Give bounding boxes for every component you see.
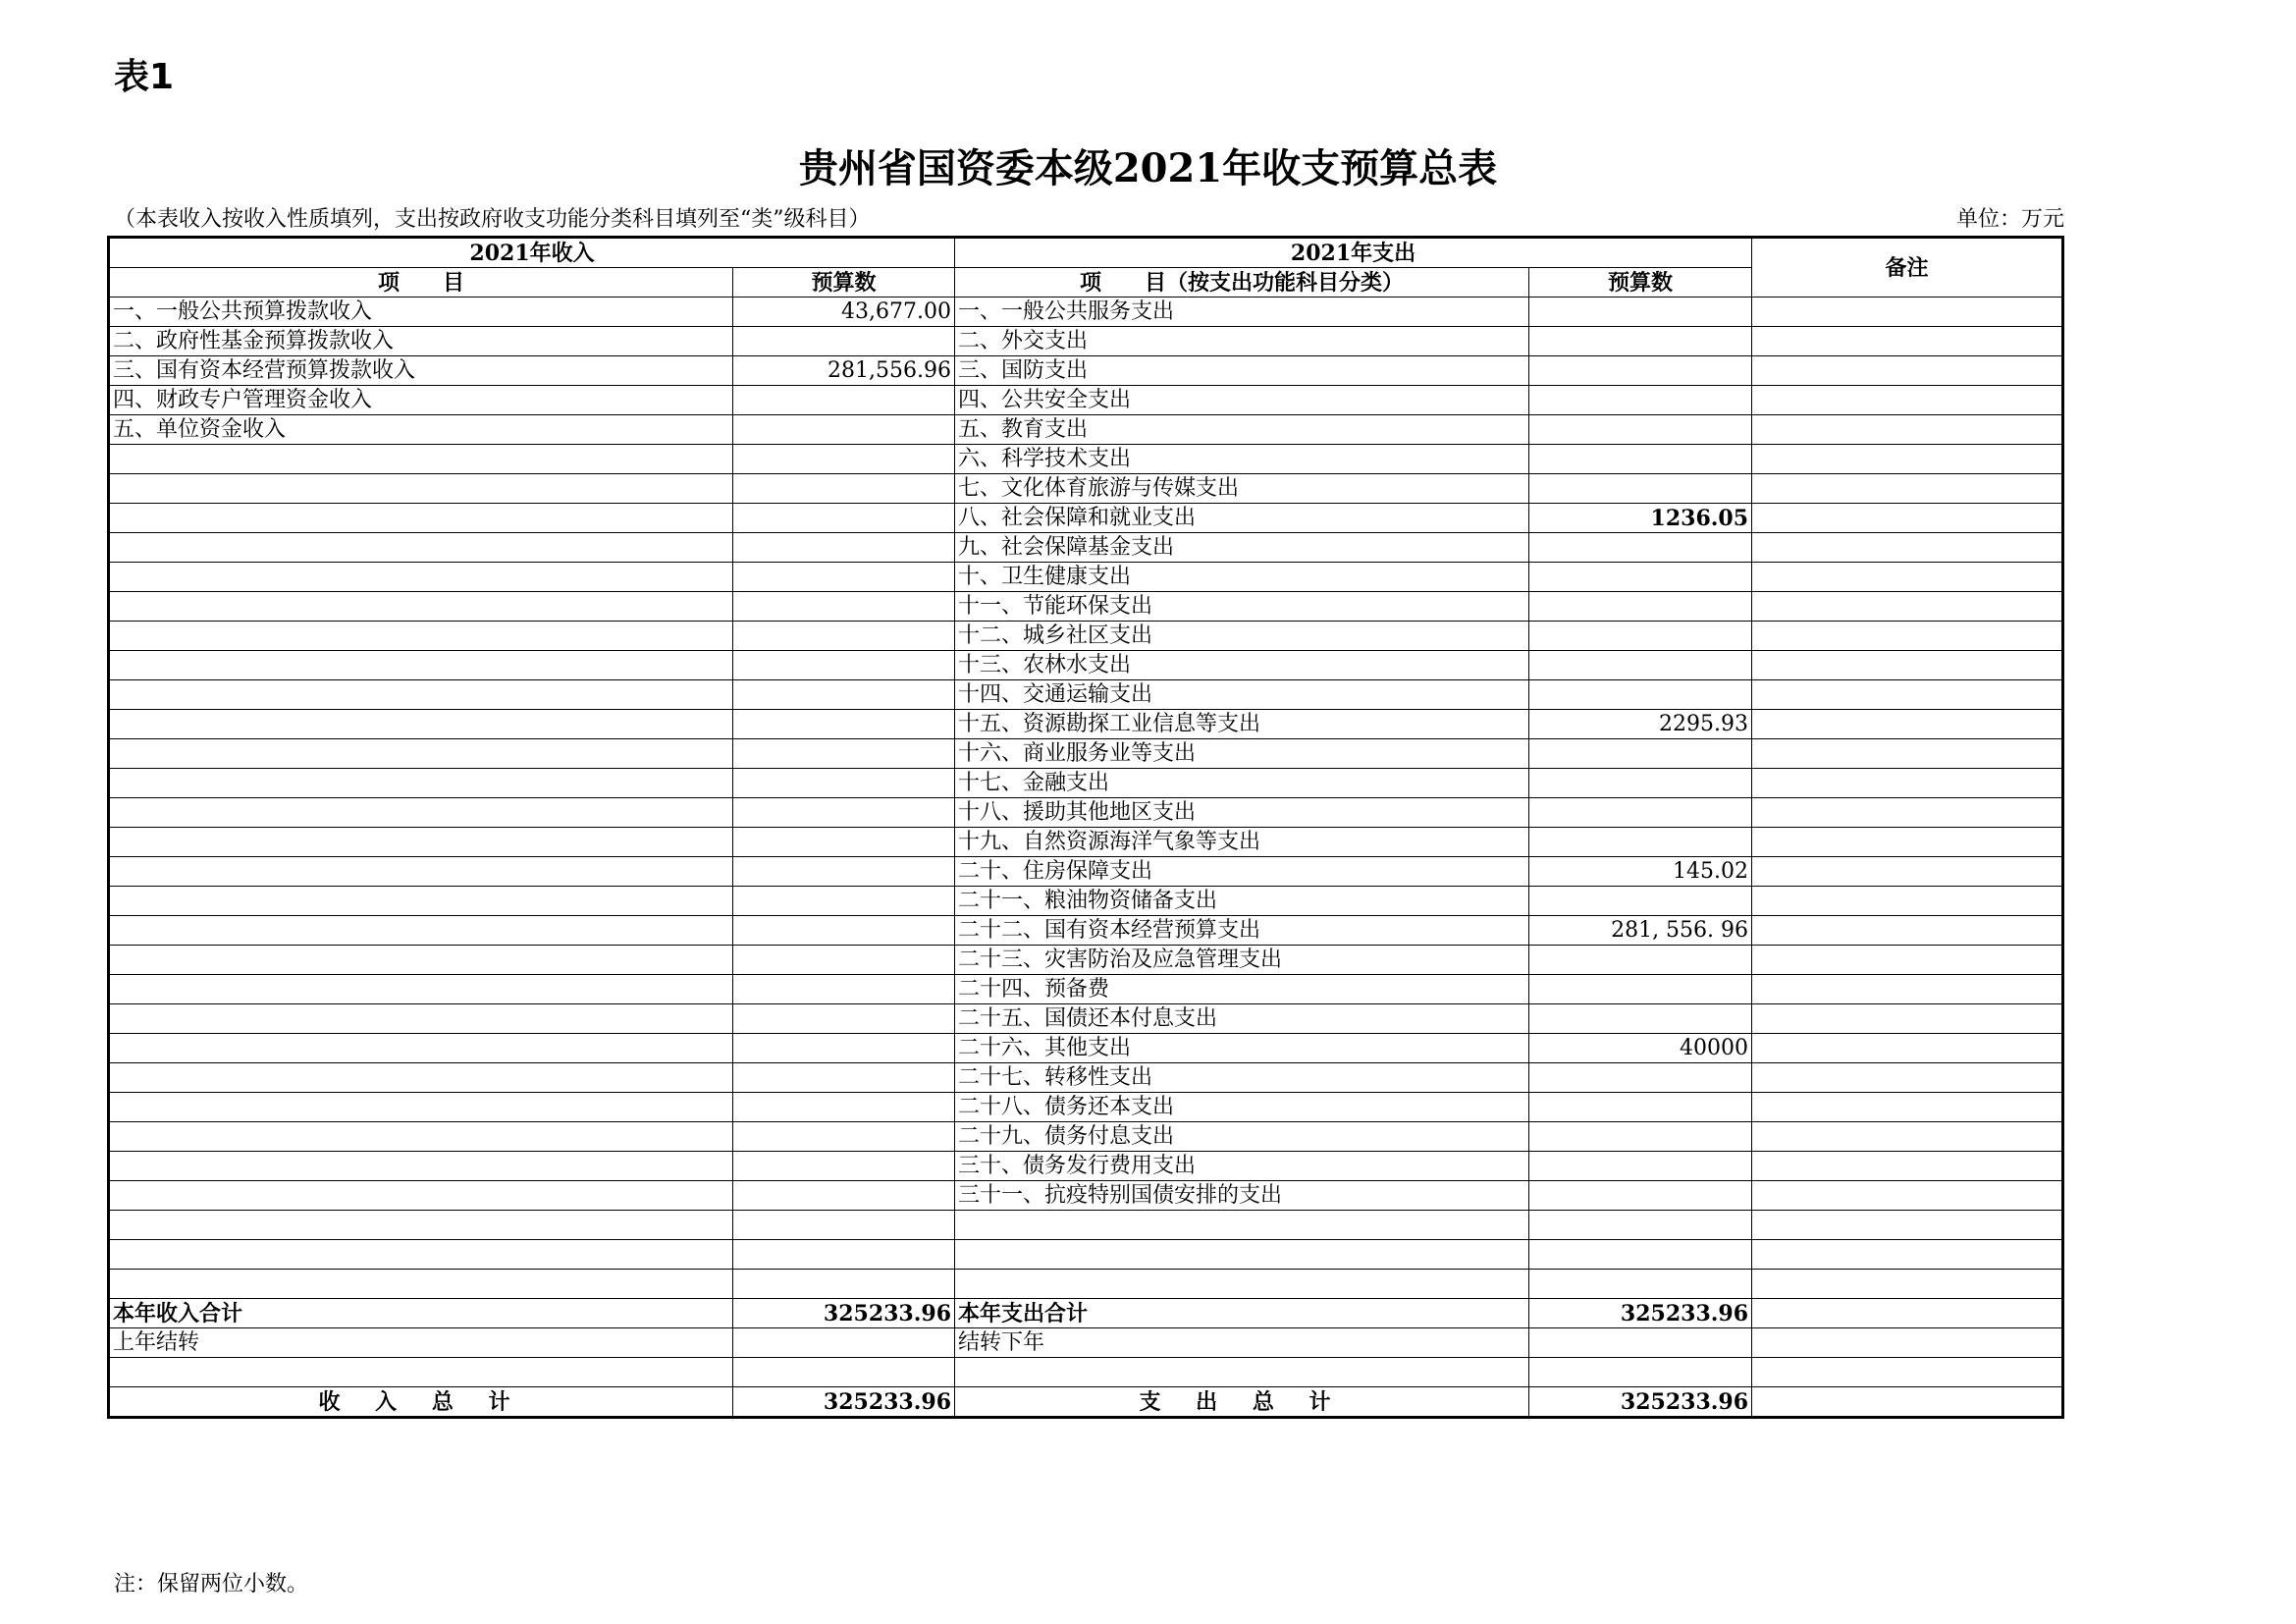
year-total-row <box>109 1299 2063 1328</box>
expense-item-cell: 十六、商业服务业等支出 <box>955 739 1529 769</box>
remark-cell <box>1752 622 2063 651</box>
income-value-cell <box>733 1181 955 1211</box>
table-row <box>109 1004 2063 1034</box>
expense-item-cell <box>955 1240 1529 1270</box>
income-value-cell <box>733 887 955 916</box>
remark-cell <box>1752 1093 2063 1122</box>
expense-item-cell: 十三、农林水支出 <box>955 651 1529 680</box>
income-item-cell <box>109 710 733 739</box>
remark-cell <box>1752 1122 2063 1152</box>
table-row <box>109 386 2063 415</box>
expense-value-cell <box>1529 1240 1752 1270</box>
table-row <box>109 415 2063 445</box>
income-item-cell <box>109 445 733 474</box>
remark-cell <box>1752 1299 2063 1328</box>
expense-value-cell <box>1529 946 1752 975</box>
expense-value-cell <box>1529 651 1752 680</box>
table-row <box>109 1122 2063 1152</box>
remark-cell <box>1752 1004 2063 1034</box>
table-row <box>109 1240 2063 1270</box>
income-item-cell <box>109 887 733 916</box>
income-item-cell <box>109 946 733 975</box>
remark-cell <box>1752 1152 2063 1181</box>
income-value-cell <box>733 946 955 975</box>
expense-value-cell <box>1529 680 1752 710</box>
income-value-cell <box>733 622 955 651</box>
remark-cell <box>1752 1240 2063 1270</box>
income-item-cell <box>109 474 733 504</box>
expense-grand-value: 325233.96 <box>1529 1387 1752 1418</box>
expense-value-cell <box>1529 975 1752 1004</box>
remark-cell <box>1752 1211 2063 1240</box>
expense-value-cell <box>1529 1211 1752 1240</box>
table-row <box>109 563 2063 592</box>
expense-item-cell: 七、文化体育旅游与传媒支出 <box>955 474 1529 504</box>
expense-item-cell: 六、科学技术支出 <box>955 445 1529 474</box>
income-item-cell <box>109 563 733 592</box>
expense-value-cell <box>1529 1093 1752 1122</box>
expense-grand-label: 支 出 总 计 <box>955 1387 1529 1418</box>
expense-item-cell: 二十、住房保障支出 <box>955 857 1529 887</box>
remark-cell <box>1752 1181 2063 1211</box>
expense-value-cell <box>1529 739 1752 769</box>
remark-cell <box>1752 828 2063 857</box>
income-grand-value: 325233.96 <box>733 1387 955 1418</box>
expense-value-cell <box>1529 592 1752 622</box>
income-item-cell: 一、一般公共预算拨款收入 <box>109 298 733 327</box>
remark-cell <box>1752 327 2063 356</box>
expense-item-cell: 三、国防支出 <box>955 356 1529 386</box>
income-item-cell <box>109 1034 733 1063</box>
income-value-cell <box>733 857 955 887</box>
header-expense-item: 项 目（按支出功能科目分类） <box>955 268 1529 298</box>
table-row <box>109 1063 2063 1093</box>
carry-row <box>109 1328 2063 1358</box>
carry-in-label: 上年结转 <box>109 1328 733 1358</box>
income-value-cell <box>733 1004 955 1034</box>
expense-item-cell: 十七、金融支出 <box>955 769 1529 798</box>
table-row <box>109 975 2063 1004</box>
income-item-cell <box>109 857 733 887</box>
remark-cell <box>1752 680 2063 710</box>
remark-cell <box>1752 975 2063 1004</box>
income-total-value: 325233.96 <box>733 1299 955 1328</box>
income-item-cell <box>109 680 733 710</box>
header-row-groups <box>109 238 2063 268</box>
expense-item-cell: 五、教育支出 <box>955 415 1529 445</box>
remark-cell <box>1752 415 2063 445</box>
expense-value-cell <box>1529 386 1752 415</box>
expense-value-cell: 40000 <box>1529 1034 1752 1063</box>
income-value-cell <box>733 1122 955 1152</box>
income-value-cell <box>733 680 955 710</box>
carry-out-label: 结转下年 <box>955 1328 1529 1358</box>
income-value-cell <box>733 445 955 474</box>
income-item-cell <box>109 739 733 769</box>
income-value-cell <box>733 1270 955 1299</box>
income-value-cell <box>733 769 955 798</box>
remark-cell <box>1752 504 2063 533</box>
table-row <box>109 622 2063 651</box>
income-item-cell: 二、政府性基金预算拨款收入 <box>109 327 733 356</box>
expense-value-cell <box>1529 1122 1752 1152</box>
income-value-cell <box>733 1093 955 1122</box>
income-item-cell <box>109 828 733 857</box>
remark-cell <box>1752 445 2063 474</box>
income-value-cell <box>733 1063 955 1093</box>
table-row <box>109 504 2063 533</box>
table-row <box>109 1034 2063 1063</box>
income-item-cell <box>109 651 733 680</box>
expense-value-cell <box>1529 769 1752 798</box>
income-value-cell <box>733 798 955 828</box>
table-row <box>109 445 2063 474</box>
expense-item-cell: 十五、资源勘探工业信息等支出 <box>955 710 1529 739</box>
table-row <box>109 474 2063 504</box>
expense-value-cell <box>1529 1063 1752 1093</box>
income-item-cell <box>109 1093 733 1122</box>
table-row <box>109 916 2063 946</box>
remark-cell <box>1752 592 2063 622</box>
table-row <box>109 298 2063 327</box>
income-item-cell: 三、国有资本经营预算拨款收入 <box>109 356 733 386</box>
expense-item-cell: 二十五、国债还本付息支出 <box>955 1004 1529 1034</box>
income-grand-label: 收 入 总 计 <box>109 1387 733 1418</box>
income-value-cell <box>733 1152 955 1181</box>
expense-item-cell: 二十二、国有资本经营预算支出 <box>955 916 1529 946</box>
table-row <box>109 651 2063 680</box>
expense-item-cell: 十一、节能环保支出 <box>955 592 1529 622</box>
table-row <box>109 327 2063 356</box>
income-item-cell <box>109 1063 733 1093</box>
income-item-cell <box>109 1211 733 1240</box>
expense-item-cell: 四、公共安全支出 <box>955 386 1529 415</box>
expense-item-cell: 十、卫生健康支出 <box>955 563 1529 592</box>
expense-item-cell: 二、外交支出 <box>955 327 1529 356</box>
blank-cell <box>955 1358 1529 1387</box>
table-row <box>109 828 2063 857</box>
table-row <box>109 533 2063 563</box>
blank-row <box>109 1358 2063 1387</box>
expense-value-cell <box>1529 445 1752 474</box>
income-value-cell <box>733 975 955 1004</box>
expense-item-cell: 二十一、粮油物资储备支出 <box>955 887 1529 916</box>
income-item-cell: 五、单位资金收入 <box>109 415 733 445</box>
expense-value-cell <box>1529 1181 1752 1211</box>
table-row <box>109 946 2063 975</box>
table-row <box>109 739 2063 769</box>
income-value-cell: 43,677.00 <box>733 298 955 327</box>
remark-cell <box>1752 710 2063 739</box>
remark-cell <box>1752 356 2063 386</box>
income-value-cell <box>733 327 955 356</box>
expense-value-cell: 2295.93 <box>1529 710 1752 739</box>
expense-value-cell <box>1529 1004 1752 1034</box>
remark-cell <box>1752 887 2063 916</box>
table-row <box>109 769 2063 798</box>
remark-cell <box>1752 298 2063 327</box>
income-value-cell <box>733 828 955 857</box>
page-title: 贵州省国资委本级2021年收支预算总表 <box>798 145 1498 191</box>
expense-item-cell: 八、社会保障和就业支出 <box>955 504 1529 533</box>
expense-value-cell <box>1529 1270 1752 1299</box>
table-row <box>109 1181 2063 1211</box>
income-value-cell <box>733 710 955 739</box>
income-total-label: 本年收入合计 <box>109 1299 733 1328</box>
table-row <box>109 1152 2063 1181</box>
income-value-cell <box>733 415 955 445</box>
remark-cell <box>1752 651 2063 680</box>
table-row <box>109 887 2063 916</box>
table-row <box>109 1093 2063 1122</box>
expense-value-cell <box>1529 1152 1752 1181</box>
income-item-cell <box>109 1181 733 1211</box>
remark-cell <box>1752 386 2063 415</box>
income-value-cell <box>733 592 955 622</box>
income-item-cell <box>109 1004 733 1034</box>
expense-value-cell <box>1529 798 1752 828</box>
blank-cell <box>733 1358 955 1387</box>
income-item-cell <box>109 1152 733 1181</box>
expense-value-cell <box>1529 474 1752 504</box>
remark-cell <box>1752 916 2063 946</box>
expense-item-cell <box>955 1270 1529 1299</box>
expense-total-value: 325233.96 <box>1529 1299 1752 1328</box>
blank-cell <box>1752 1358 2063 1387</box>
expense-value-cell <box>1529 415 1752 445</box>
header-income-item: 项 目 <box>109 268 733 298</box>
income-value-cell <box>733 1211 955 1240</box>
expense-item-cell: 十四、交通运输支出 <box>955 680 1529 710</box>
income-value-cell <box>733 739 955 769</box>
income-item-cell <box>109 1122 733 1152</box>
expense-value-cell <box>1529 622 1752 651</box>
expense-item-cell: 二十四、预备费 <box>955 975 1529 1004</box>
expense-item-cell: 三十一、抗疫特别国债安排的支出 <box>955 1181 1529 1211</box>
remark-cell <box>1752 1063 2063 1093</box>
remark-cell <box>1752 474 2063 504</box>
income-value-cell <box>733 916 955 946</box>
remark-cell <box>1752 533 2063 563</box>
expense-item-cell: 二十七、转移性支出 <box>955 1063 1529 1093</box>
expense-value-cell <box>1529 327 1752 356</box>
expense-item-cell: 三十、债务发行费用支出 <box>955 1152 1529 1181</box>
remark-cell <box>1752 1387 2063 1418</box>
expense-value-cell <box>1529 356 1752 386</box>
remark-cell <box>1752 798 2063 828</box>
expense-item-cell: 二十三、灾害防治及应急管理支出 <box>955 946 1529 975</box>
table-row <box>109 798 2063 828</box>
income-item-cell <box>109 916 733 946</box>
header-income-group: 2021年收入 <box>109 238 955 268</box>
unit-label: 单位：万元 <box>1955 207 2064 232</box>
income-value-cell: 281,556.96 <box>733 356 955 386</box>
expense-item-cell: 九、社会保障基金支出 <box>955 533 1529 563</box>
budget-table <box>107 236 2064 1419</box>
remark-cell <box>1752 1270 2063 1299</box>
table-row <box>109 592 2063 622</box>
remark-cell <box>1752 946 2063 975</box>
expense-value-cell <box>1529 298 1752 327</box>
income-value-cell <box>733 533 955 563</box>
table-label: 表1 <box>114 57 175 97</box>
income-value-cell <box>733 563 955 592</box>
expense-total-label: 本年支出合计 <box>955 1299 1529 1328</box>
carry-in-value <box>733 1328 955 1358</box>
expense-item-cell: 十九、自然资源海洋气象等支出 <box>955 828 1529 857</box>
remark-cell <box>1752 769 2063 798</box>
income-value-cell <box>733 651 955 680</box>
expense-value-cell: 281, 556. 96 <box>1529 916 1752 946</box>
blank-cell <box>1529 1358 1752 1387</box>
header-expense-budget: 预算数 <box>1529 268 1752 298</box>
expense-item-cell: 二十八、债务还本支出 <box>955 1093 1529 1122</box>
table-row <box>109 710 2063 739</box>
expense-value-cell: 1236.05 <box>1529 504 1752 533</box>
income-item-cell <box>109 504 733 533</box>
income-item-cell: 四、财政专户管理资金收入 <box>109 386 733 415</box>
remark-cell <box>1752 1328 2063 1358</box>
expense-value-cell <box>1529 828 1752 857</box>
expense-item-cell: 十二、城乡社区支出 <box>955 622 1529 651</box>
table-row <box>109 1211 2063 1240</box>
carry-out-value <box>1529 1328 1752 1358</box>
footnote: 注：保留两位小数。 <box>114 1572 309 1597</box>
income-value-cell <box>733 1240 955 1270</box>
grand-total-row <box>109 1387 2063 1418</box>
income-item-cell <box>109 798 733 828</box>
table-row <box>109 857 2063 887</box>
expense-item-cell <box>955 1211 1529 1240</box>
income-item-cell <box>109 533 733 563</box>
table-row <box>109 1270 2063 1299</box>
income-value-cell <box>733 1034 955 1063</box>
remark-cell <box>1752 739 2063 769</box>
income-item-cell <box>109 622 733 651</box>
income-item-cell <box>109 1240 733 1270</box>
expense-item-cell: 十八、援助其他地区支出 <box>955 798 1529 828</box>
table-note: （本表收入按收入性质填列，支出按政府收支功能分类科目填列至“类”级科目） <box>114 207 871 232</box>
income-value-cell <box>733 386 955 415</box>
income-value-cell <box>733 474 955 504</box>
expense-value-cell: 145.02 <box>1529 857 1752 887</box>
remark-cell <box>1752 563 2063 592</box>
expense-value-cell <box>1529 563 1752 592</box>
table-row <box>109 680 2063 710</box>
header-expense-group: 2021年支出 <box>955 238 1752 268</box>
remark-cell <box>1752 1034 2063 1063</box>
expense-value-cell <box>1529 887 1752 916</box>
expense-value-cell <box>1529 533 1752 563</box>
income-value-cell <box>733 504 955 533</box>
expense-item-cell: 一、一般公共服务支出 <box>955 298 1529 327</box>
income-item-cell <box>109 592 733 622</box>
expense-item-cell: 二十九、债务付息支出 <box>955 1122 1529 1152</box>
header-income-budget: 预算数 <box>733 268 955 298</box>
income-item-cell <box>109 1270 733 1299</box>
income-item-cell <box>109 975 733 1004</box>
expense-item-cell: 二十六、其他支出 <box>955 1034 1529 1063</box>
income-item-cell <box>109 769 733 798</box>
header-remark: 备注 <box>1752 238 2063 298</box>
blank-cell <box>109 1358 733 1387</box>
remark-cell <box>1752 857 2063 887</box>
table-row <box>109 356 2063 386</box>
